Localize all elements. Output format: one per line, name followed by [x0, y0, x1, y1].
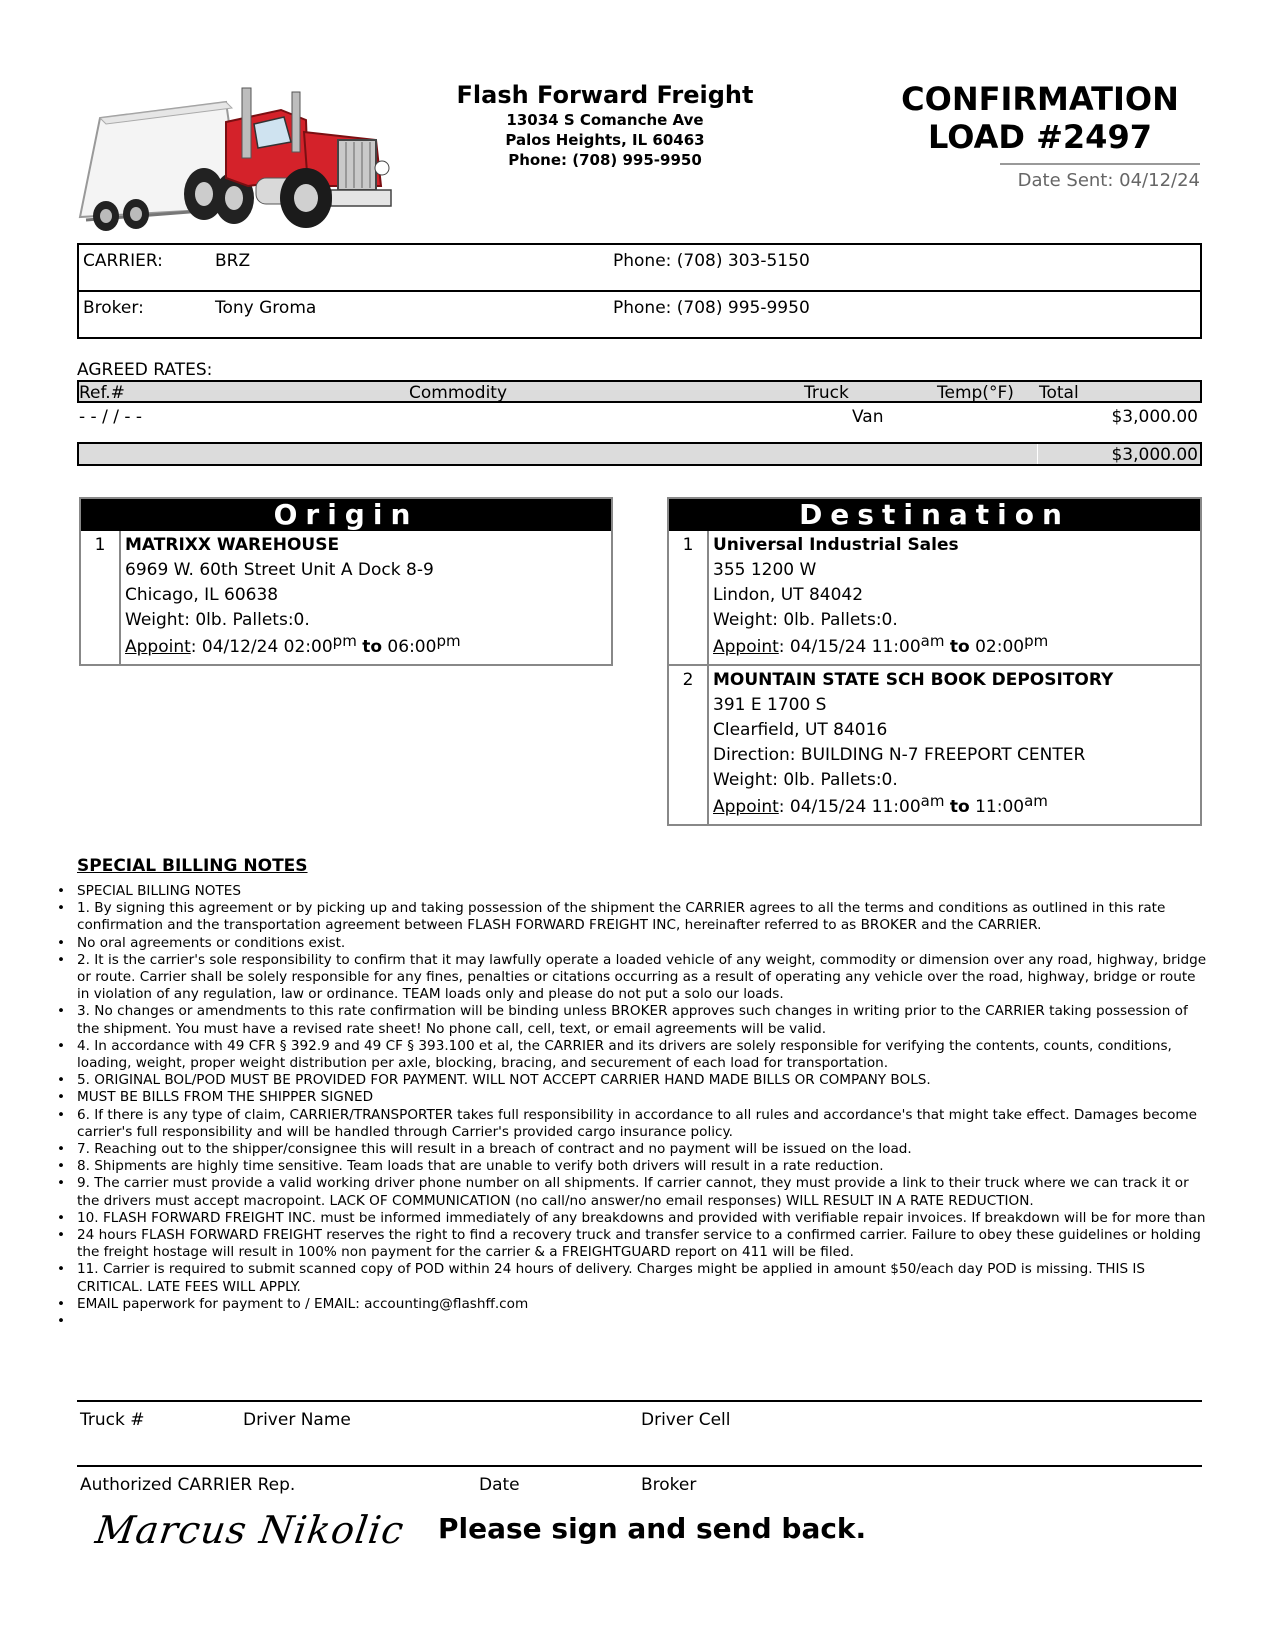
- note-item: • 6. If there is any type of claim, CARRIER/TRANSPORTER takes full responsibility in accordance to all rules and accordance's that might take effect. Damages become carrier's full responsibility and will be handled through Carrier's provided cargo insurance policy.: [77, 1107, 1207, 1141]
- appoint-to-ampm: am: [1024, 792, 1048, 810]
- destination-box: [667, 497, 1202, 826]
- origin-box: [79, 497, 613, 666]
- appoint-from: : 04/15/24 11:00: [778, 637, 921, 657]
- stop-number: 2: [669, 666, 709, 824]
- broker-name: Tony Groma: [215, 298, 317, 318]
- appoint-from: : 04/15/24 11:00: [778, 797, 921, 817]
- stop-address: 6969 W. 60th Street Unit A Dock 8-9: [125, 560, 434, 580]
- rate-truck: Van: [852, 407, 884, 427]
- company-address-line1: 13034 S Comanche Ave: [506, 111, 704, 129]
- rates-data-row: [77, 405, 1202, 431]
- broker-signature-label: Broker: [641, 1475, 697, 1495]
- billing-notes-list: [77, 883, 1207, 1330]
- date-label: Date: [479, 1475, 520, 1495]
- company-address-line2: Palos Heights, IL 60463: [505, 131, 705, 149]
- carrier-name: BRZ: [215, 251, 251, 271]
- rates-total-row: [77, 442, 1202, 466]
- company-block: [440, 80, 770, 170]
- header-truck: Truck: [804, 383, 849, 403]
- origin-stop-1: [81, 531, 611, 664]
- stop-city: Clearfield, UT 84016: [713, 720, 888, 740]
- party-info-box: [77, 243, 1202, 339]
- note-item: • 11. Carrier is required to submit scanned copy of POD within 24 hours of delivery. Charges might be applied in amount $50/each day POD is missing. THIS IS CRITICAL. LATE FEES WILL APPLY.: [77, 1261, 1207, 1295]
- stop-direction: Direction: BUILDING N-7 FREEPORT CENTER: [713, 745, 1086, 765]
- appoint-from: : 04/12/24 02:00: [190, 637, 333, 657]
- appoint-label: Appoint: [713, 637, 779, 657]
- appoint-to-ampm: pm: [1024, 632, 1049, 650]
- truck-number-label: Truck #: [80, 1410, 145, 1430]
- carrier-phone: Phone: (708) 303-5150: [613, 251, 810, 271]
- title-divider: [1000, 163, 1200, 165]
- appoint-to-word: to: [949, 637, 970, 657]
- stop-name: Universal Industrial Sales: [713, 535, 959, 555]
- broker-row: [79, 292, 1200, 339]
- header-ref: Ref.#: [79, 383, 125, 403]
- load-number: LOAD #2497: [928, 118, 1152, 156]
- note-item-empty: [77, 1313, 1207, 1330]
- signature-rule-2: [77, 1465, 1202, 1467]
- appoint-to-word: to: [949, 797, 970, 817]
- grand-total: $3,000.00: [1111, 445, 1198, 465]
- appoint-label: Appoint: [125, 637, 191, 657]
- appoint-to: 06:00: [382, 637, 437, 657]
- origin-header: Origin: [81, 499, 611, 531]
- stop-details: [709, 531, 1048, 664]
- stop-details: [709, 666, 1113, 824]
- stop-appointment: [713, 792, 1113, 820]
- destination-header: Destination: [669, 499, 1200, 531]
- note-item: • 7. Reaching out to the shipper/consignee this will result in a breach of contract and no payment will be issued on the load.: [77, 1141, 1207, 1158]
- appoint-to: 02:00: [969, 637, 1025, 657]
- note-item: • MUST BE BILLS FROM THE SHIPPER SIGNED: [77, 1089, 1207, 1106]
- carrier-label: CARRIER:: [83, 251, 163, 271]
- destination-stop-1: [669, 531, 1200, 664]
- appoint-from-ampm: am: [920, 632, 945, 650]
- stop-weight: Weight: 0lb. Pallets:0.: [125, 610, 310, 630]
- header-total: Total: [1039, 383, 1079, 403]
- truck-logo-image: [76, 82, 406, 232]
- stop-name: MOUNTAIN STATE SCH BOOK DEPOSITORY: [713, 670, 1114, 690]
- please-sign-message: Please sign and send back.: [438, 1512, 867, 1545]
- stop-city: Lindon, UT 84042: [713, 585, 864, 605]
- billing-notes-title: SPECIAL BILLING NOTES: [77, 856, 308, 876]
- stop-city: Chicago, IL 60638: [125, 585, 279, 605]
- carrier-rep-label: Authorized CARRIER Rep.: [80, 1475, 296, 1495]
- signature-rule-1: [77, 1400, 1202, 1402]
- stop-address: 355 1200 W: [713, 560, 817, 580]
- stop-appointment: [125, 632, 461, 660]
- stop-number: 1: [81, 531, 121, 664]
- handwritten-signature: Marcus Nikolic: [92, 1508, 408, 1552]
- broker-phone: Phone: (708) 995-9950: [613, 298, 810, 318]
- date-sent: Date Sent: 04/12/24: [1017, 170, 1200, 191]
- note-item: • 10. FLASH FORWARD FREIGHT INC. must be informed immediately of any breakdowns and provided with verifiable repair invoices. If breakdown will be for more than: [77, 1210, 1207, 1227]
- note-item: • 8. Shipments are highly time sensitive. Team loads that are unable to verify both drivers will result in a rate reduction.: [77, 1158, 1207, 1175]
- note-item: • 3. No changes or amendments to this rate confirmation will be binding unless BROKER approves such changes in writing prior to the CARRIER taking possession of the shipment. You must have a revised rate sheet! No phone call, cell, text, or email agreements will be valid.: [77, 1003, 1207, 1037]
- driver-cell-label: Driver Cell: [641, 1410, 731, 1430]
- stop-details: [121, 531, 461, 664]
- note-item: • No oral agreements or conditions exist.: [77, 935, 1207, 952]
- appoint-to: 11:00: [969, 797, 1025, 817]
- note-item: • 9. The carrier must provide a valid working driver phone number on all shipments. If carrier cannot, they must provide a link to their truck where we can track it or the drivers must accept macropoint. LACK OF COMMUNICATION (no call/no answer/no email responses) WILL RESULT IN A RATE REDUCTION.: [77, 1175, 1207, 1209]
- company-name: Flash Forward Freight: [456, 81, 754, 109]
- rates-header-row: [77, 380, 1202, 403]
- rate-total: $3,000.00: [1111, 407, 1198, 427]
- note-item: • 4. In accordance with 49 CFR § 392.9 and 49 CF § 393.100 et al, the CARRIER and its drivers are solely responsible for verifying the contents, counts, conditions, loading, weight, proper weight distribution per axle, blocking, bracing, and securement of each load for transportation.: [77, 1038, 1207, 1072]
- stop-number: 1: [669, 531, 709, 664]
- note-item: • 1. By signing this agreement or by picking up and taking possession of the shipment the CARRIER agrees to all the terms and conditions as outlined in this rate confirmation and the transportation agreement between FLASH FORWARD FREIGHT INC, hereinafter referred to as BROKER and the CARRIER.: [77, 900, 1207, 934]
- stop-appointment: [713, 632, 1049, 660]
- note-item: • 5. ORIGINAL BOL/POD MUST BE PROVIDED FOR PAYMENT. WILL NOT ACCEPT CARRIER HAND MADE BILLS OR COMPANY BOLS.: [77, 1072, 1207, 1089]
- doc-title: CONFIRMATION: [901, 80, 1179, 118]
- note-item: • 24 hours FLASH FORWARD FREIGHT reserves the right to find a recovery truck and transfer service to a confirmed carrier. Failure to obey these guidelines or holding the freight hostage will result in 100% non payment for the carrier & a FREIGHTGUARD report on 411 will be filed.: [77, 1227, 1207, 1261]
- stop-weight: Weight: 0lb. Pallets:0.: [713, 770, 898, 790]
- company-phone: Phone: (708) 995-9950: [508, 151, 702, 169]
- header-commodity: Commodity: [409, 383, 508, 403]
- appoint-to-word: to: [362, 637, 383, 657]
- header-temp: Temp(°F): [937, 383, 1014, 403]
- note-item: • SPECIAL BILLING NOTES: [77, 883, 1207, 900]
- total-separator: [1037, 444, 1038, 464]
- driver-name-label: Driver Name: [243, 1410, 351, 1430]
- appoint-from-ampm: pm: [332, 632, 357, 650]
- note-item: • 2. It is the carrier's sole responsibility to confirm that it may lawfully operate a loaded vehicle of any weight, commodity or dimension over any road, highway, bridge or route. Carrier shall be solely responsible for any fines, penalties or citations occurring as a result of operating any vehicle over the road, highway, bridge or route in violation of any regulation, law or ordinance. TEAM loads only and please do not put a solo our loads.: [77, 952, 1207, 1004]
- appoint-label: Appoint: [713, 797, 779, 817]
- stop-weight: Weight: 0lb. Pallets:0.: [713, 610, 898, 630]
- agreed-rates-title: AGREED RATES:: [77, 360, 213, 380]
- broker-label: Broker:: [83, 298, 144, 318]
- rate-ref: - - / / - -: [79, 407, 143, 427]
- stop-address: 391 E 1700 S: [713, 695, 827, 715]
- note-item: • EMAIL paperwork for payment to / EMAIL: accounting@flashff.com: [77, 1296, 1207, 1313]
- stop-name: MATRIXX WAREHOUSE: [125, 535, 340, 555]
- appoint-to-ampm: pm: [436, 632, 461, 650]
- destination-stop-2: [669, 664, 1200, 824]
- appoint-from-ampm: am: [920, 792, 945, 810]
- carrier-row: [79, 245, 1200, 292]
- confirmation-title: [880, 80, 1200, 156]
